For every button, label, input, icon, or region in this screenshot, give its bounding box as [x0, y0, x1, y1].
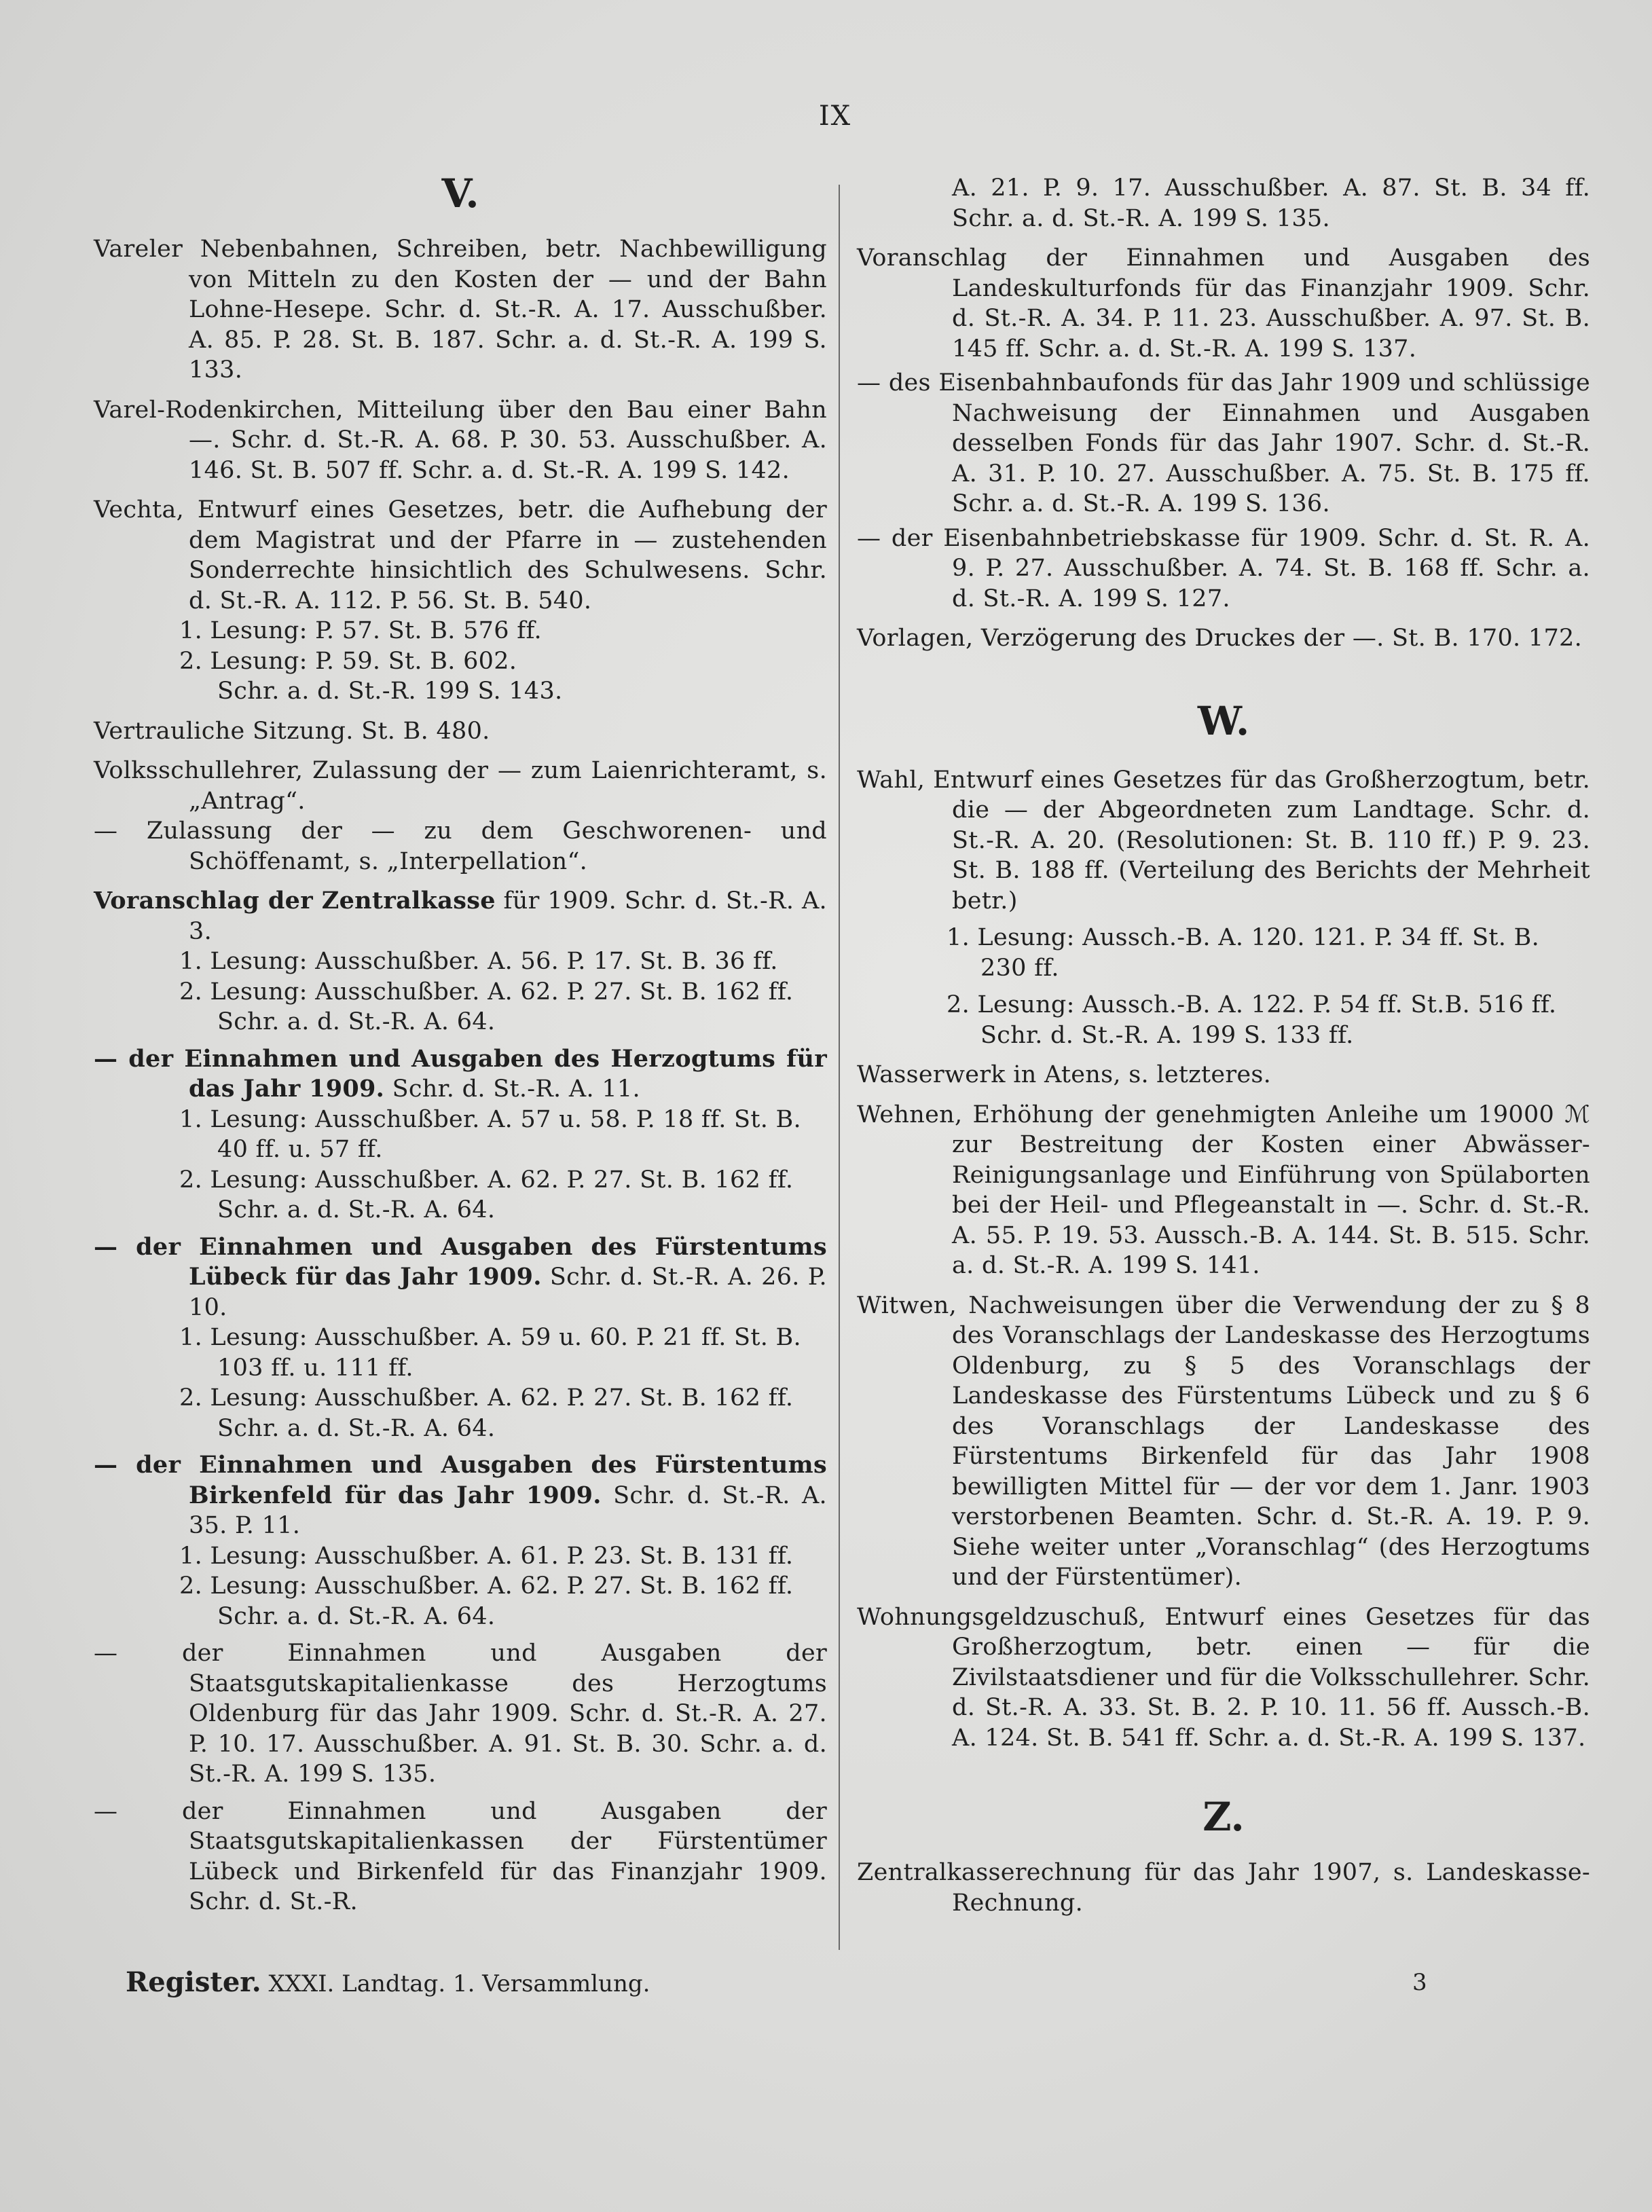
birkenfeld-rest: Schr. d. St.-R. A. 35. P. 11. — [189, 1481, 827, 1539]
entry-vorlagen: Vorlagen, Verzögerung des Druckes der —. St. B. 170. 172. — [857, 625, 1583, 652]
voranschlag-zentralkasse-rest: für 1909. Schr. d. St.-R. A. 3. — [189, 887, 827, 945]
entry-zentralkasserechnung: Zentralkasserechnung für das Jahr 1907, s. Landeskasse-Rechnung. — [857, 1859, 1590, 1917]
section-letter-v: V. — [441, 170, 479, 217]
entry-vechta: Vechta, Entwurf eines Gesetzes, betr. die Aufhebung der dem Magistrat und der Pfarre in — zustehenden Sonderrechte hinsichtlich des Schulwesens. Schr. d. St.-R. A. 112. P. 56. St. B. 540. — [94, 496, 827, 614]
luebeck-head: — der Einnahmen und Ausgaben des Fürstentums Lübeck für das Jahr 1909. — [94, 1232, 827, 1291]
vechta-lesung-2: 2. Lesung: P. 59. St. B. 602. — [179, 647, 517, 675]
herzogtum-head: — der Einnahmen und Ausgaben des Herzogtums für das Jahr 1909. — [94, 1044, 827, 1103]
entry-birkenfeld — [94, 1450, 827, 1541]
entry-varel-rodenkirchen: Varel-Rodenkirchen, Mitteilung über den Bau einer Bahn —. Schr. d. St.-R. A. 68. P. 30. 53. Ausschußber. A. 146. St. B. 507 ff. Schr. a. d. St.-R. A. 199 S. 142. — [94, 396, 827, 484]
birkenfeld-lesung-2: 2. Lesung: Ausschußber. A. 62. P. 27. St. B. 162 ff. Schr. a. d. St.-R. A. 64. — [179, 1572, 794, 1630]
footer-register: Register. — [126, 1966, 261, 1998]
footer-landtag: XXXI. Landtag. 1. Versammlung. — [261, 1970, 650, 1997]
page-folio: IX — [818, 100, 852, 132]
entry-vareler-nebenbahnen: Vareler Nebenbahnen, Schreiben, betr. Nachbewilligung von Mitteln zu den Kosten der — und der Bahn Lohne-Hesepe. Schr. d. St.-R. A. 17. Ausschußber. A. 85. P. 28. St. B. 187. Schr. a. d. St.-R. A. 199 S. 133. — [94, 236, 827, 384]
herzogtum-rest: Schr. d. St.-R. A. 11. — [384, 1075, 640, 1103]
entry-wehnen: Wehnen, Erhöhung der genehmigten Anleihe um 19000 ℳ zur Bestreitung der Kosten einer Abwässer-Reinigungsanlage und Einführung von Spülaborten bei der Heil- und Pflegeanstalt in —. Schr. d. St.-R. A. 55. P. 19. 53. Aussch.-B. A. 144. St. B. 515. Schr. a. d. St.-R. A. 199 S. 141. — [857, 1101, 1590, 1279]
voranschlag-zentralkasse-head: Voranschlag der Zentralkasse — [94, 887, 496, 915]
entry-vertrauliche-sitzung: Vertrauliche Sitzung. St. B. 480. — [94, 717, 490, 745]
entry-landeskulturfonds: Voranschlag der Einnahmen und Ausgaben des Landeskulturfonds für das Finanzjahr 1909. Schr. d. St.-R. A. 34. P. 11. 23. Ausschußber. A. 97. St. B. 145 ff. Schr. a. d. St.-R. A. 199 S. 137. — [857, 244, 1590, 363]
left-column — [94, 153, 827, 1923]
entry-continuation: A. 21. P. 9. 17. Ausschußber. A. 87. St. B. 34 ff. Schr. a. d. St.-R. A. 199 S. 135. — [952, 174, 1590, 232]
entry-luebeck — [94, 1232, 827, 1323]
entry-herzogtum — [94, 1044, 827, 1105]
luebeck-lesung-1: 1. Lesung: Ausschußber. A. 59 u. 60. P. 21 ff. St. B. 103 ff. u. 111 ff. — [179, 1324, 801, 1382]
entry-wahl: Wahl, Entwurf eines Gesetzes für das Großherzogtum, betr. die — der Abgeordneten zum Landtage. Schr. d. St.-R. A. 20. (Resolutionen: St. B. 110 ff.) P. 9. 23. St. B. 188 ff. (Verteilung des Berichts der Mehrheit betr.) — [857, 766, 1590, 915]
vechta-schr: Schr. a. d. St.-R. 199 S. 143. — [217, 678, 563, 705]
entry-voranschlag-zentralkasse — [94, 886, 827, 946]
footer-sheet-number: 3 — [1412, 1969, 1427, 1996]
entry-staatsguts-oldenburg: — der Einnahmen und Ausgaben der Staatsgutskapitalienkasse des Herzogtums Oldenburg für das Jahr 1909. Schr. d. St.-R. A. 27. P. 10. 17. Ausschußber. A. 91. St. B. 30. Schr. a. d. St.-R. A. 199 S. 135. — [94, 1640, 827, 1788]
wahl-lesung-1: 1. Lesung: Aussch.-B. A. 120. 121. P. 34 ff. St. B. 230 ff. — [947, 924, 1540, 982]
entry-wohnungsgeldzuschuss: Wohnungsgeldzuschuß, Entwurf eines Gesetzes für das Großherzogtum, betr. einen — für die Zivilstaatsdiener und für die Volksschullehrer. Schr. d. St.-R. A. 33. St. B. 2. P. 10. 11. 56 ff. Aussch.-B. A. 124. St. B. 541 ff. Schr. a. d. St.-R. A. 199 S. 137. — [857, 1603, 1590, 1752]
right-column — [857, 153, 1590, 1928]
entry-eisenbahnbetriebskasse: — der Eisenbahnbetriebskasse für 1909. Schr. d. St. R. A. 9. P. 27. Ausschußber. A. 74. St. B. 168 ff. Schr. a. d. St.-R. A. 199 S. 127. — [857, 524, 1590, 612]
entry-witwen: Witwen, Nachweisungen über die Verwendung der zu § 8 des Voranschlags der Landeskasse des Herzogtums Oldenburg, zu § 5 des Voranschlags der Landeskasse des Fürstentums Lübeck und zu § 6 des Voranschlags der Landeskasse des Fürstentums Birkenfeld für das Jahr 1908 bewilligten Mittel für — der vor dem 1. Janr. 1903 verstorbenen Beamten. Schr. d. St.-R. A. 19. P. 9. Siehe weiter unter „Voranschlag“ (des Herzogtums und der Fürstentümer). — [857, 1291, 1590, 1591]
vechta-lesung-1: 1. Lesung: P. 57. St. B. 576 ff. — [179, 617, 542, 644]
herzogtum-lesung-1: 1. Lesung: Ausschußber. A. 57 u. 58. P. 18 ff. St. B. 40 ff. u. 57 ff. — [179, 1105, 801, 1163]
entry-wasserwerk: Wasserwerk in Atens, s. letzteres. — [857, 1061, 1272, 1088]
zentralkasse-lesung-2: 2. Lesung: Ausschußber. A. 62. P. 27. St. B. 162 ff. Schr. a. d. St.-R. A. 64. — [179, 978, 794, 1035]
entry-volksschullehrer: Volksschullehrer, Zulassung der — zum Laienrichteramt, s. „Antrag“. — [94, 757, 827, 815]
section-letter-w: W. — [1197, 697, 1250, 744]
entry-staatsguts-fuerstentuemer: — der Einnahmen und Ausgaben der Staatsgutskapitalienkassen der Fürstentümer Lübeck und Birkenfeld für das Finanzjahr 1909. Schr. d. St.-R. — [94, 1797, 827, 1915]
herzogtum-lesung-2: 2. Lesung: Ausschußber. A. 62. P. 27. St. B. 162 ff. Schr. a. d. St.-R. A. 64. — [179, 1166, 794, 1223]
section-letter-z: Z. — [1203, 1794, 1245, 1840]
birkenfeld-lesung-1: 1. Lesung: Ausschußber. A. 61. P. 23. St. B. 131 ff. — [179, 1542, 794, 1570]
wahl-lesung-2: 2. Lesung: Aussch.-B. A. 122. P. 54 ff. St.B. 516 ff. Schr. d. St.-R. A. 199 S. 133 ff. — [947, 991, 1557, 1049]
page-footer — [126, 1968, 1484, 1999]
entry-eisenbahnbaufonds: — des Eisenbahnbaufonds für das Jahr 1909 und schlüssige Nachweisung der Einnahmen und Ausgaben desselben Fonds für das Jahr 1907. Schr. d. St.-R. A. 31. P. 10. 27. Ausschußber. A. 75. St. B. 175 ff. Schr. a. d. St.-R. A. 199 S. 136. — [857, 369, 1590, 517]
luebeck-rest: Schr. d. St.-R. A. 26. P. 10. — [189, 1264, 827, 1321]
entry-volksschullehrer-sub: — Zulassung der — zu dem Geschworenen- und Schöffenamt, s. „Interpellation“. — [94, 817, 827, 875]
luebeck-lesung-2: 2. Lesung: Ausschußber. A. 62. P. 27. St. B. 162 ff. Schr. a. d. St.-R. A. 64. — [179, 1384, 794, 1442]
column-divider — [839, 185, 840, 1950]
zentralkasse-lesung-1: 1. Lesung: Ausschußber. A. 56. P. 17. St. B. 36 ff. — [179, 948, 778, 975]
birkenfeld-head: — der Einnahmen und Ausgaben des Fürstentums Birkenfeld für das Jahr 1909. — [94, 1451, 827, 1509]
